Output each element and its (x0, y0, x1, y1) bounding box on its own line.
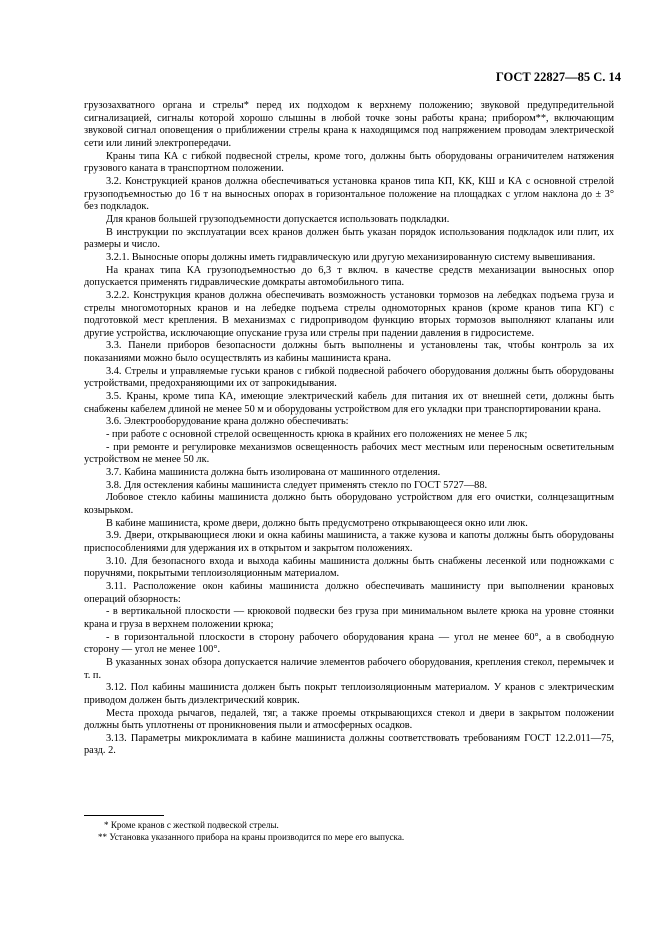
paragraph-p18: 3.9. Двери, открывающиеся люки и окна кабины машиниста, а также кузова и капоты должны быть оборудованы приспособлениями для удержания их в открытом и закрытом положениях. (84, 530, 614, 554)
paragraph-p4: В инструкции по эксплуатации всех кранов должен быть указан порядок использования подкладок или плит, их размеры и число. (84, 226, 614, 251)
paragraph-p19: 3.10. Для безопасного входа и выхода кабины машиниста должны быть снабжены лесенкой или подножками с поручнями, покрытыми теплоизоляционным материалом. (84, 555, 614, 580)
paragraph-p16: Лобовое стекло кабины машиниста должно быть оборудовано устройством для его очистки, солнцезащитным козырьком. (84, 492, 614, 516)
paragraph-p13: - при ремонте и регулировке механизмов освещенность рабочих мест местным или переносным осветительным устройством не менее 50 лк. (84, 441, 614, 466)
paragraph-p25: Места прохода рычагов, педалей, тяг, а также проемы открывающихся стекол и двери в закрытом положении должны быть уплотнены от проникновения пыли и атмосферных осадков. (84, 707, 614, 732)
paragraph-p26: 3.13. Параметры микроклимата в кабине машиниста должны соответствовать требованиям ГОСТ 12.2.011—75, разд. 2. (84, 732, 614, 757)
footnote-divider (84, 815, 164, 816)
paragraph-p3: Для кранов большей грузоподъемности допускается использовать подкладки. (106, 213, 450, 225)
paragraph-p7: 3.2.2. Конструкция кранов должна обеспечивать возможность установки тормозов на лебедках подъема груза и стрелы многомоторных кранов и на лебедке подъема стрелы одномоторных кранов (кроме кранов типа КГ) с подготовкой мест крепления. В механизмах с гидроприводом функцию вторых тормозов выполняют клапаны или другие устройства, исключающие опускание груза или стрелы при падении давления в гидросистеме. (84, 289, 614, 339)
paragraph-p0: грузозахватного органа и стрелы* перед их подходом к верхнему положению; звуковой предупредительной сигнализацией, сигналы которой хорошо слышны в любой точке зоны работы крана; прибором**, включающим звуковой сигнал оповещения о приближении стрелы крана к находящимся под напряжением проводам электрической сети или линий электропередачи. (84, 100, 614, 149)
paragraph-p8: 3.3. Панели приборов безопасности должны быть выполнены и установлены так, чтобы контроль за их показаниями можно было осуществлять из кабины машиниста крана. (84, 340, 614, 365)
paragraph-p5: 3.2.1. Выносные опоры должны иметь гидравлическую или другую механизированную систему вывешивания. (106, 251, 596, 263)
paragraph-p20: 3.11. Расположение окон кабины машиниста должно обеспечивать машинисту при выполнении крановых операций обзорность: (84, 580, 614, 605)
footnotes (84, 819, 614, 843)
paragraph-p21: - в вертикальной плоскости — крюковой подвески без груза при минимальном вылете крюка на уровне стоянки крана и груза в верхнем положении крюка; (84, 606, 614, 630)
page-header: ГОСТ 22827—85 С. 14 (495, 70, 621, 84)
body-text (84, 100, 614, 758)
paragraph-p12: - при работе с основной стрелой освещенность крюка в крайних его положениях не менее 5 лк; (106, 429, 528, 441)
paragraph-p6: На кранах типа КА грузоподъемностью до 6,3 т включ. в качестве средств механизации выносных опор допускается применять гидравлические домкраты автомобильного типа. (84, 264, 614, 289)
footnote-2: ** Установка указанного прибора на краны производится по мере его выпуска. (98, 832, 405, 842)
paragraph-p10: 3.5. Краны, кроме типа КА, имеющие электрический кабель для питания их от внешней сети, должны быть снабжены кабелем длиной не менее 50 м и оборудованы устройством для его укладки при транспортировании крана. (84, 391, 614, 415)
paragraph-p22: - в горизонтальной плоскости в сторону рабочего оборудования крана — угол не менее 60°, а в свободную сторону — угол не менее 100°. (84, 631, 614, 656)
paragraph-p14: 3.7. Кабина машиниста должна быть изолирована от машинного отделения. (106, 467, 441, 479)
paragraph-p1: Краны типа КА с гибкой подвесной стрелы, кроме того, должны быть оборудованы ограничителем натяжения грузового каната в транспортном положении. (84, 150, 614, 175)
paragraph-p11: 3.6. Электрооборудование крана должно обеспечивать: (106, 416, 349, 428)
paragraph-p9: 3.4. Стрелы и управляемые гуськи кранов с гибкой подвесной рабочего оборудования должны быть оборудованы устройствами, предохраняющими их от запрокидывания. (84, 365, 614, 390)
paragraph-p17: В кабине машиниста, кроме двери, должно быть предусмотрено открывающееся окно или люк. (106, 517, 528, 529)
footnote-1: * Кроме кранов с жесткой подвеской стрелы. (104, 820, 279, 830)
paragraph-p2: 3.2. Конструкцией кранов должна обеспечиваться установка кранов типа КП, КК, КШ и КА с основной стрелой грузоподъемностью до 16 т на выносных опорах в горизонтальное положение на площадках с углом наклона до ± 3° без подкладок. (84, 175, 614, 213)
paragraph-p15: 3.8. Для остекления кабины машиниста следует применять стекло по ГОСТ 5727—88. (106, 479, 488, 491)
paragraph-p23: В указанных зонах обзора допускается наличие элементов рабочего оборудования, крепления стекол, перемычек и т. п. (84, 656, 614, 681)
paragraph-p24: 3.12. Пол кабины машиниста должен быть покрыт теплоизоляционным материалом. У кранов с электрическим приводом должен быть диэлектрический коврик. (84, 682, 614, 706)
